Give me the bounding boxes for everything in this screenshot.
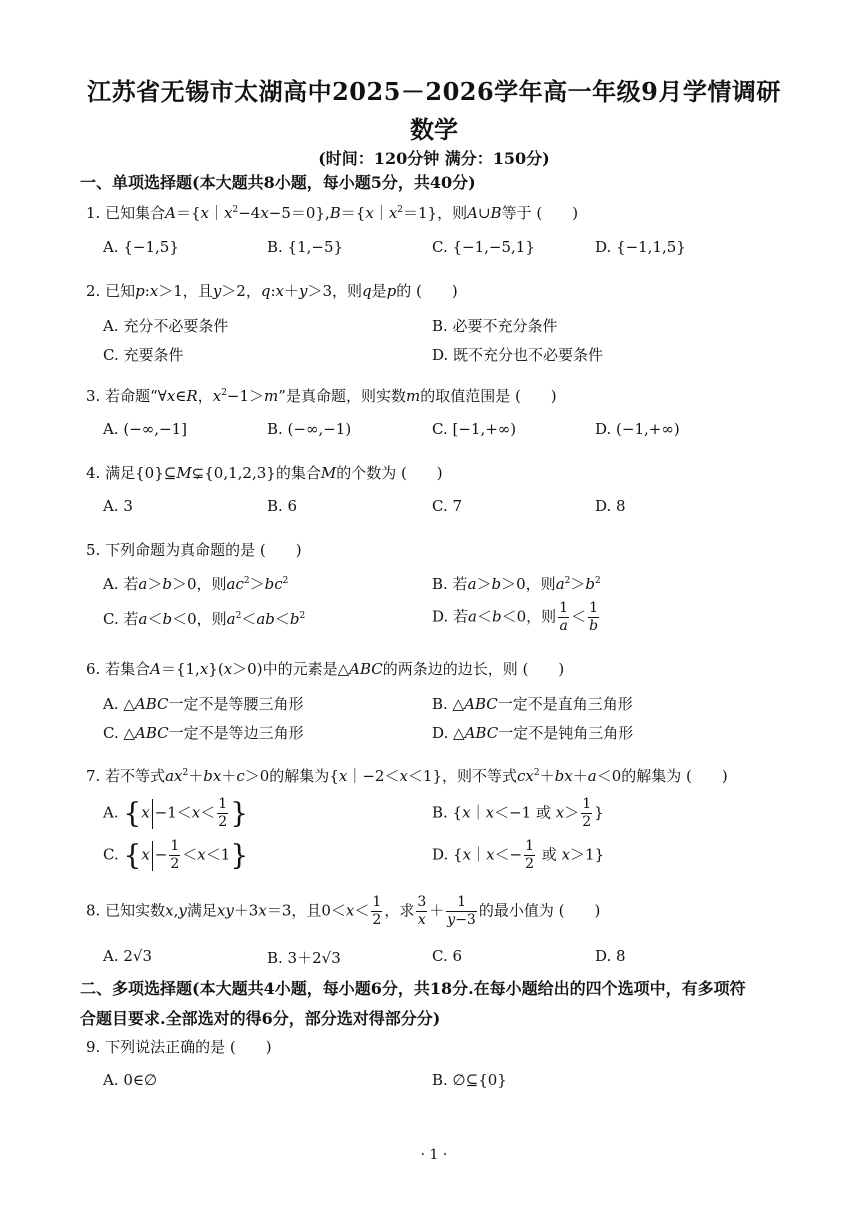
- question-1-option-b: B. {1,−5}: [267, 238, 344, 256]
- question-6-option-d: D. △ABC一定不是钝角三角形: [432, 724, 634, 742]
- question-5-option-d: D. 若a＜b＜0，则 $\frac{1}{a}$ ＜ $\frac{1}{b}$: [432, 600, 599, 634]
- question-6-option-a: A. △ABC一定不是等腰三角形: [103, 695, 304, 713]
- question-1-option-a: A. {−1,5}: [103, 238, 179, 256]
- question-7-stem: 7. 若不等式$ax^2+bx+c>0$的解集为{x｜−2＜x＜1}，则不等式$cx^2+bx+a<0$的解集为 ( ): [86, 767, 728, 785]
- question-4-option-b: B. 6: [267, 497, 298, 515]
- exam-subject: 数学: [410, 115, 458, 144]
- question-1-stem: 1. 已知集合$A=\{x|x^2-4x-5=0\},B=\{x|x^2=1\}$，则A∪B等于 ( ): [86, 204, 579, 222]
- page-number: · 1 ·: [420, 1147, 448, 1163]
- question-7-option-b: B. {x｜x＜−1 或 x＞ $\frac{1}{2}$ }: [432, 796, 604, 830]
- question-7-option-d: D. {x｜x＜− $\frac{1}{2}$ 或 x＞1}: [432, 838, 605, 872]
- question-5-stem: 5. 下列命题为真命题的是 ( ): [86, 541, 302, 559]
- question-9-stem: 9. 下列说法正确的是 ( ): [86, 1038, 272, 1056]
- question-4-option-a: A. 3: [103, 497, 133, 515]
- question-2-option-d: D. 既不充分也不必要条件: [432, 346, 604, 364]
- question-1-option-d: D. {−1,1,5}: [595, 238, 686, 256]
- question-2-option-a: A. 充分不必要条件: [103, 317, 229, 335]
- question-1-option-c: C. {−1,−5,1}: [432, 238, 535, 256]
- question-3-option-c: C. [−1,+∞): [432, 420, 517, 438]
- question-4-stem: 4. 满足{0}⊆M⊊{0,1,2,3}的集合M的个数为 ( ): [86, 464, 443, 482]
- question-7-option-a: A. {x −1＜x＜ $\frac{1}{2}$ }: [103, 796, 249, 830]
- question-9-option-a: A. 0∈∅: [103, 1071, 158, 1089]
- question-7-option-c: C. {x − $\frac{1}{2}$ ＜x＜1}: [103, 838, 249, 872]
- exam-title: 江苏省无锡市太湖高中2025－2026学年高一年级9月学情调研: [87, 77, 781, 106]
- section-2-heading: 二、多项选择题(本大题共4小题，每小题6分，共18分.在每小题给出的四个选项中，有多项符 合题目要求.全部选对的得6分，部分选对得部分分): [80, 979, 746, 1028]
- question-6-option-b: B. △ABC一定不是直角三角形: [432, 695, 633, 713]
- question-8-option-d: D. 8: [595, 947, 626, 965]
- question-5-option-c: C. 若a＜b＜0，则$a^2<ab<b^2$: [103, 610, 306, 628]
- question-8-option-a: A. 2√3: [103, 947, 153, 965]
- question-6-option-c: C. △ABC一定不是等边三角形: [103, 724, 304, 742]
- section-1-heading: 一、单项选择题(本大题共8小题，每小题5分，共40分): [80, 173, 476, 192]
- question-8-option-b: B. 3＋2√3: [267, 949, 341, 967]
- question-8-stem: 8. 已知实数x,y满足xy＋3x＝3，且0＜x＜ $\frac{1}{2}$ ，求 $\frac{3}{x}$ ＋ $\frac{1}{y-3}$ 的最小值为 ( ): [86, 894, 601, 928]
- question-3-option-d: D. (−1,+∞): [595, 420, 680, 438]
- question-3-stem: 3. 若命题“∀x∈R，$x^2-1>m$”是真命题，则实数m的取值范围是 ( ): [86, 387, 557, 405]
- question-3-option-a: A. (−∞,−1]: [103, 420, 188, 438]
- question-4-option-c: C. 7: [432, 497, 463, 515]
- question-6-stem: 6. 若集合A＝{1,x}(x＞0)中的元素是△ABC的两条边的边长，则 ( ): [86, 660, 565, 678]
- exam-meta: (时间：120分钟 满分：150分): [318, 149, 550, 168]
- question-5-option-b: B. 若a＞b＞0，则$a^2>b^2$: [432, 575, 601, 593]
- question-9-option-b: B. ∅⊆{0}: [432, 1071, 507, 1089]
- question-4-option-d: D. 8: [595, 497, 626, 515]
- question-5-option-a: A. 若a＞b＞0，则$ac^2>bc^2$: [103, 575, 289, 593]
- question-8-option-c: C. 6: [432, 947, 463, 965]
- question-2-stem: 2. 已知p:x＞1，且y＞2，q:x＋y＞3，则q是p的 ( ): [86, 282, 458, 300]
- question-2-option-b: B. 必要不充分条件: [432, 317, 558, 335]
- question-3-option-b: B. (−∞,−1): [267, 420, 352, 438]
- question-2-option-c: C. 充要条件: [103, 346, 184, 364]
